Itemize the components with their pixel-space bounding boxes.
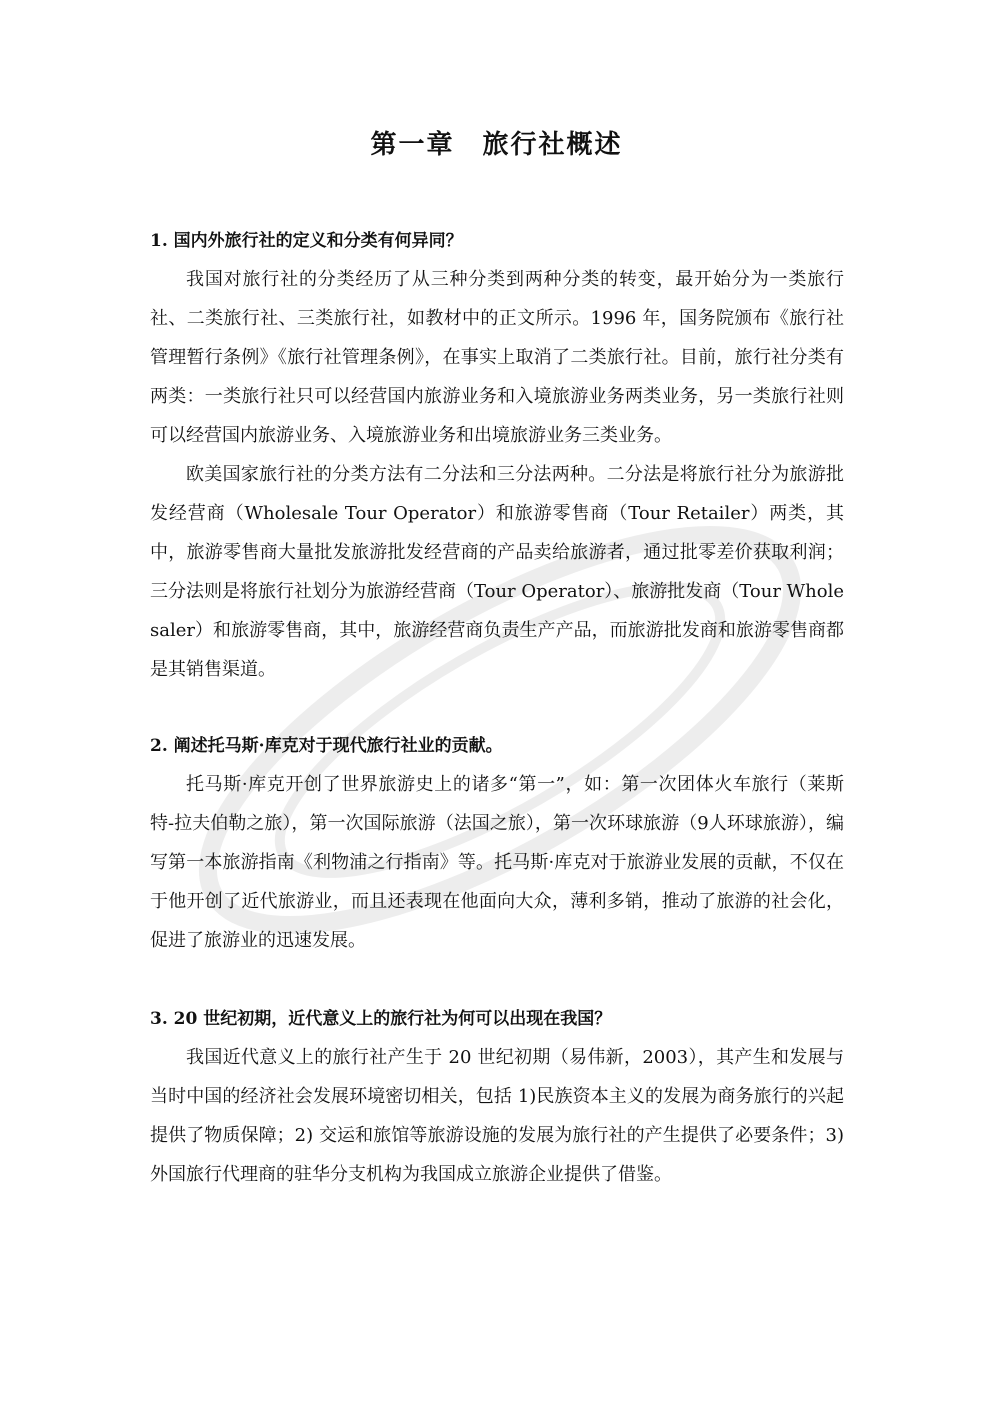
- section-spacer: [150, 960, 844, 1000]
- section-3: [150, 1000, 844, 1194]
- question-heading: 2. 阐述托马斯·库克对于现代旅行社业的贡献。: [150, 736, 503, 756]
- section-1: [150, 222, 844, 689]
- question-heading: 1. 国内外旅行社的定义和分类有何异同？: [150, 231, 463, 251]
- section-spacer: [150, 689, 844, 727]
- document-body: [150, 222, 844, 1194]
- section-2: [150, 727, 844, 960]
- chapter-title: [0, 124, 993, 161]
- answer-paragraph: 我国近代意义上的旅行社产生于 20 世纪初期（易伟新，2003），其产生和发展与当时中国的经济社会发展环境密切相关，包括 1)民族资本主义的发展为商务旅行的兴起提供了物质保障；2) 交运和旅馆等旅游设施的发展为旅行社的产生提供了必要条件；3) 外国旅行代理商的驻华分支机构为我国成立旅游企业提供了借鉴。: [150, 1047, 844, 1185]
- question-heading: 3. 20 世纪初期，近代意义上的旅行社为何可以出现在我国？: [150, 1009, 612, 1029]
- answer-paragraph: 欧美国家旅行社的分类方法有二分法和三分法两种。二分法是将旅行社分为旅游批发经营商（Wholesale Tour Operator）和旅游零售商（Tour Retailer）两类，其中，旅游零售商大量批发旅游批发经营商的产品卖给旅游者，通过批零差价获取利润；三分法则是将旅行社划分为旅游经营商（Tour Operator）、旅游批发商（Tour Wholesaler）和旅游零售商，其中，旅游经营商负责生产产品，而旅游批发商和旅游零售商都是其销售渠道。: [150, 464, 845, 680]
- answer-paragraph: 我国对旅行社的分类经历了从三种分类到两种分类的转变，最开始分为一类旅行社、二类旅行社、三类旅行社，如教材中的正文所示。1996 年，国务院颁布《旅行社管理暂行条例》《旅行社管理条例》，在事实上取消了二类旅行社。目前，旅行社分类有两类：一类旅行社只可以经营国内旅游业务和入境旅游业务两类业务，另一类旅行社则可以经营国内旅游业务、入境旅游业务和出境旅游业务三类业务。: [150, 269, 844, 446]
- chapter-number: 第一章: [370, 130, 455, 160]
- answer-paragraph: 托马斯·库克开创了世界旅游史上的诸多“第一”，如：第一次团体火车旅行（莱斯特-拉夫伯勒之旅），第一次国际旅游（法国之旅），第一次环球旅游（9人环球旅游），编写第一本旅游指南《利物浦之行指南》等。托马斯·库克对于旅游业发展的贡献，不仅在于他开创了近代旅游业，而且还表现在他面向大众，薄利多销，推动了旅游的社会化，促进了旅游业的迅速发展。: [150, 774, 844, 951]
- chapter-name: 旅行社概述: [482, 130, 623, 160]
